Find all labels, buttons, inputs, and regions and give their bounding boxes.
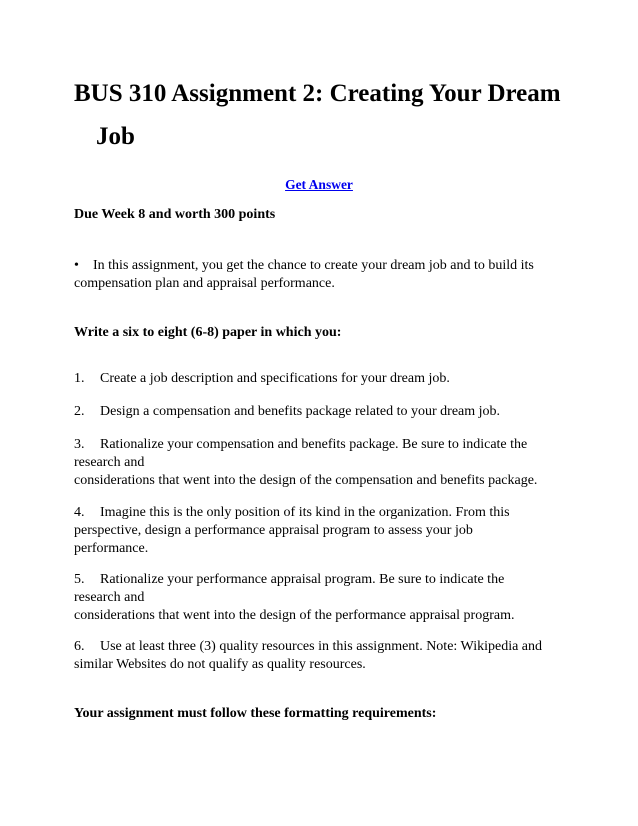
intro-paragraph xyxy=(74,257,574,293)
list-item-6 xyxy=(74,638,574,674)
list-item-text: Create a job description and specifications for your dream job. xyxy=(100,371,450,386)
list-item-line: research and xyxy=(74,590,145,605)
list-item-line xyxy=(74,403,574,421)
bullet-icon: • xyxy=(74,258,79,273)
list-item-text: Imagine this is the only position of its kind in the organization. From this xyxy=(100,505,510,520)
list-item-5 xyxy=(74,571,574,625)
list-item-4 xyxy=(74,504,574,558)
title-line-1: BUS 310 Assignment 2: Creating Your Dream xyxy=(74,80,561,107)
list-item-1 xyxy=(74,370,574,388)
list-item-line xyxy=(74,504,574,522)
list-item-text: Rationalize your compensation and benefits package. Be sure to indicate the xyxy=(100,437,528,452)
list-item-number: 2. xyxy=(74,404,85,419)
list-item-line: perspective, design a performance appraisal program to assess your job xyxy=(74,523,473,538)
list-item-number: 6. xyxy=(74,639,85,654)
instruction-heading: Write a six to eight (6-8) paper in which you: xyxy=(74,325,342,340)
list-item-number: 4. xyxy=(74,505,85,520)
list-item-line: similar Websites do not qualify as quality resources. xyxy=(74,657,366,672)
due-date-text: Due Week 8 and worth 300 points xyxy=(74,207,276,222)
get-answer-link[interactable]: Get Answer xyxy=(285,177,353,192)
intro-line-2: compensation plan and appraisal performance. xyxy=(74,276,335,291)
list-item-number: 1. xyxy=(74,371,85,386)
list-item-line xyxy=(74,370,574,388)
list-item-line: performance. xyxy=(74,541,149,556)
list-item-number: 3. xyxy=(74,437,85,452)
get-answer-container xyxy=(0,176,638,194)
list-item-line: research and xyxy=(74,455,145,470)
list-item-line: considerations that went into the design of the compensation and benefits package. xyxy=(74,473,538,488)
list-item-line xyxy=(74,571,574,589)
document-title xyxy=(74,72,594,158)
list-item-2 xyxy=(74,403,574,421)
list-item-text: Use at least three (3) quality resources in this assignment. Note: Wikipedia and xyxy=(100,639,543,654)
list-item-text: Rationalize your performance appraisal program. Be sure to indicate the xyxy=(100,572,505,587)
list-item-number: 5. xyxy=(74,572,85,587)
intro-line-1 xyxy=(74,257,574,275)
title-line-2: Job xyxy=(96,123,135,150)
list-item-line xyxy=(74,436,574,454)
formatting-heading: Your assignment must follow these formatting requirements: xyxy=(74,706,437,721)
list-item-line xyxy=(74,638,574,656)
list-item-line: considerations that went into the design of the performance appraisal program. xyxy=(74,608,515,623)
list-item-3 xyxy=(74,436,574,490)
intro-text-1: In this assignment, you get the chance to create your dream job and to build its xyxy=(93,258,534,273)
list-item-text: Design a compensation and benefits package related to your dream job. xyxy=(100,404,501,419)
